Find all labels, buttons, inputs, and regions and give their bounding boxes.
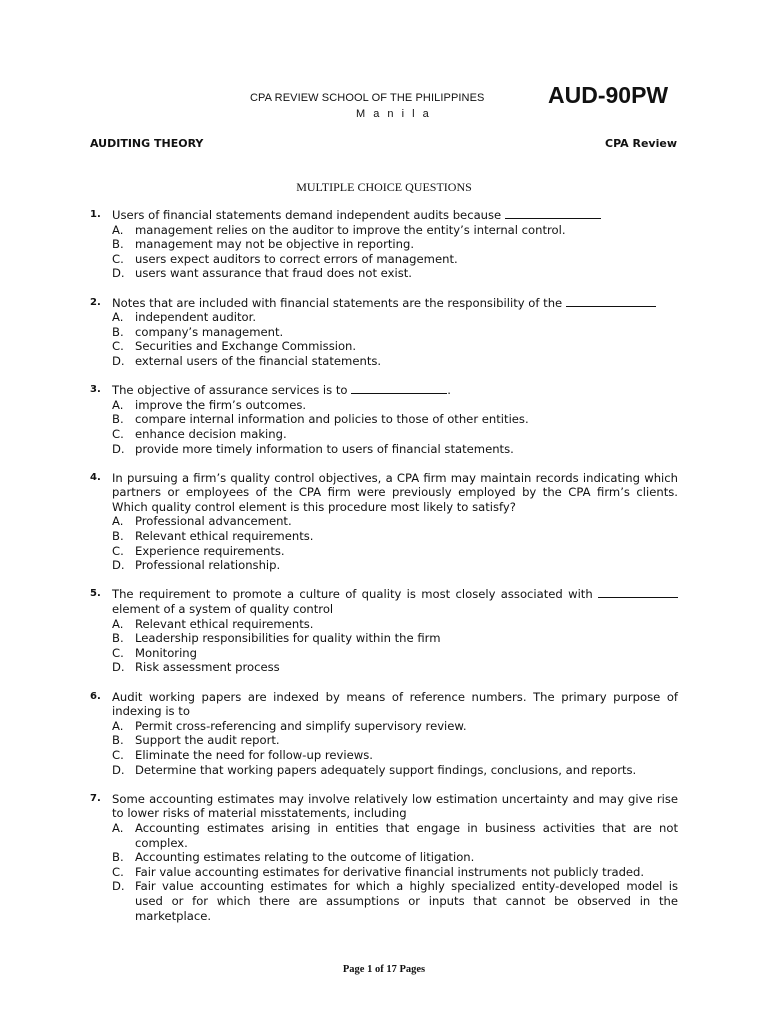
choice-letter: C. <box>112 747 124 762</box>
choice-c <box>112 252 678 267</box>
choice-a <box>112 310 678 325</box>
choice-text: Accounting estimates relating to the outcome of litigation. <box>135 850 475 865</box>
choice-letter: B. <box>112 733 124 748</box>
question-list <box>90 208 678 938</box>
choice-a <box>112 821 678 850</box>
choice-c <box>112 544 678 559</box>
choice-text: enhance decision making. <box>135 426 287 441</box>
choice-letter: A. <box>112 397 124 412</box>
question-1 <box>90 208 678 281</box>
choice-c <box>112 865 678 880</box>
question-5 <box>90 587 678 675</box>
section-title: MULTIPLE CHOICE QUESTIONS <box>296 180 472 194</box>
choice-letter: A. <box>112 222 124 237</box>
choice-text: external users of the financial statements. <box>135 353 382 368</box>
choice-letter: D. <box>112 266 125 281</box>
answer-blank <box>598 587 678 598</box>
choice-b <box>112 412 678 427</box>
question-stem: Some accounting estimates may involve relatively low estimation uncertainty and may give rise to lower risks of material misstatements, including <box>112 791 678 821</box>
choice-text: Accounting estimates arising in entities that engage in business activities that are not complex. <box>135 820 678 850</box>
choice-letter: B. <box>112 850 124 865</box>
choice-b <box>112 733 678 748</box>
document-code: AUD-90PW <box>548 82 669 108</box>
question-stem: Audit working papers are indexed by means of reference numbers. The primary purpose of indexing is to <box>112 689 678 719</box>
choice-letter: A. <box>112 820 124 835</box>
school-city: M a n i l a <box>356 108 432 120</box>
answer-blank <box>505 208 601 219</box>
choice-text: Determine that working papers adequately support findings, conclusions, and reports. <box>135 762 637 777</box>
choice-b <box>112 529 678 544</box>
question-number: 2. <box>90 296 101 308</box>
choice-letter: A. <box>112 616 124 631</box>
choice-text: provide more timely information to users of financial statements. <box>135 441 514 456</box>
choice-b <box>112 631 678 646</box>
choice-text: company’s management. <box>135 324 284 339</box>
choice-letter: D. <box>112 558 125 573</box>
question-suffix: . <box>447 383 451 398</box>
page-footer: Page 1 of 17 Pages <box>342 964 426 975</box>
choice-text: management may not be objective in reporting. <box>135 237 415 252</box>
choice-text: independent auditor. <box>135 310 257 325</box>
choice-c <box>112 427 678 442</box>
choice-text: Risk assessment process <box>135 660 280 675</box>
choice-text: Support the audit report. <box>135 733 280 748</box>
choice-letter: B. <box>112 237 124 252</box>
question-2 <box>90 296 678 369</box>
choice-letter: D. <box>112 762 125 777</box>
choice-text: Fair value accounting estimates for which a highly specialized entity-developed model is used or for which there are assumptions or inputs that cannot be observed in the marketplace. <box>135 879 678 923</box>
question-stem: The requirement to promote a culture of quality is most closely associated with <box>112 587 593 602</box>
answer-blank <box>566 296 656 307</box>
choice-text: Relevant ethical requirements. <box>135 616 314 631</box>
choice-letter: C. <box>112 864 124 879</box>
question-suffix: element of a system of quality control <box>112 602 334 617</box>
choice-text: Eliminate the need for follow-up reviews. <box>135 747 373 762</box>
question-number: 4. <box>90 471 101 483</box>
choice-text: users expect auditors to correct errors of management. <box>135 251 458 266</box>
question-number: 1. <box>90 209 101 220</box>
choice-text: Professional advancement. <box>135 514 292 529</box>
question-stem: In pursuing a firm’s quality control objectives, a CPA firm may maintain records indicating which partners or employees of the CPA firm were previously employed by the CPA firm’s clients. Which quality control element is this procedure most likely to satisfy? <box>112 470 678 514</box>
choice-letter: C. <box>112 645 124 660</box>
question-stem: Users of financial statements demand independent audits because <box>112 208 502 222</box>
choice-letter: C. <box>112 251 124 266</box>
choice-letter: D. <box>112 879 125 894</box>
choice-letter: B. <box>112 412 124 427</box>
question-number: 5. <box>90 588 101 600</box>
question-number: 7. <box>90 792 101 804</box>
choice-letter: B. <box>112 529 124 544</box>
choice-a <box>112 514 678 529</box>
choice-text: compare internal information and policies to those of other entities. <box>135 412 529 427</box>
choice-a <box>112 719 678 734</box>
choice-letter: A. <box>112 310 124 325</box>
choice-letter: D. <box>112 353 125 368</box>
choice-text: Permit cross-referencing and simplify supervisory review. <box>135 718 467 733</box>
choice-text: Relevant ethical requirements. <box>135 529 314 544</box>
answer-blank <box>351 383 447 394</box>
choice-text: Professional relationship. <box>135 558 281 573</box>
choice-letter: D. <box>112 660 125 675</box>
choice-b <box>112 850 678 865</box>
school-name: CPA REVIEW SCHOOL OF THE PHILIPPINES <box>250 92 485 104</box>
choice-text: Experience requirements. <box>135 543 285 558</box>
choice-a <box>112 223 678 238</box>
question-number: 6. <box>90 690 101 702</box>
choice-text: Securities and Exchange Commission. <box>135 339 357 354</box>
question-number: 3. <box>90 384 101 396</box>
choice-a <box>112 398 678 413</box>
choice-text: Monitoring <box>135 645 197 660</box>
choice-b <box>112 325 678 340</box>
subject-title: AUDITING THEORY <box>90 137 204 150</box>
choice-d <box>112 763 678 778</box>
choice-d <box>112 266 678 281</box>
choice-c <box>112 748 678 763</box>
choice-letter: B. <box>112 631 124 646</box>
question-4 <box>90 471 678 573</box>
choice-text: improve the firm’s outcomes. <box>135 397 307 412</box>
choice-d <box>112 442 678 457</box>
choice-letter: A. <box>112 718 124 733</box>
choice-text: users want assurance that fraud does not exist. <box>135 266 412 281</box>
course-label: CPA Review <box>605 137 677 150</box>
question-6 <box>90 690 678 778</box>
choice-a <box>112 617 678 632</box>
choice-d <box>112 879 678 923</box>
question-stem: Notes that are included with financial statements are the responsibility of the <box>112 295 563 310</box>
question-stem: The objective of assurance services is to <box>112 383 348 398</box>
choice-letter: C. <box>112 426 124 441</box>
choice-d <box>112 558 678 573</box>
choice-d <box>112 354 678 369</box>
choice-d <box>112 660 678 675</box>
choice-letter: D. <box>112 441 125 456</box>
choice-c <box>112 339 678 354</box>
choice-text: management relies on the auditor to improve the entity’s internal control. <box>135 222 566 237</box>
question-3 <box>90 383 678 456</box>
choice-b <box>112 237 678 252</box>
choice-letter: B. <box>112 324 124 339</box>
question-7 <box>90 792 678 923</box>
choice-letter: A. <box>112 514 124 529</box>
choice-text: Fair value accounting estimates for derivative financial instruments not publicly traded. <box>135 864 645 879</box>
choice-letter: C. <box>112 339 124 354</box>
choice-c <box>112 646 678 661</box>
choice-letter: C. <box>112 543 124 558</box>
choice-text: Leadership responsibilities for quality within the firm <box>135 631 441 646</box>
